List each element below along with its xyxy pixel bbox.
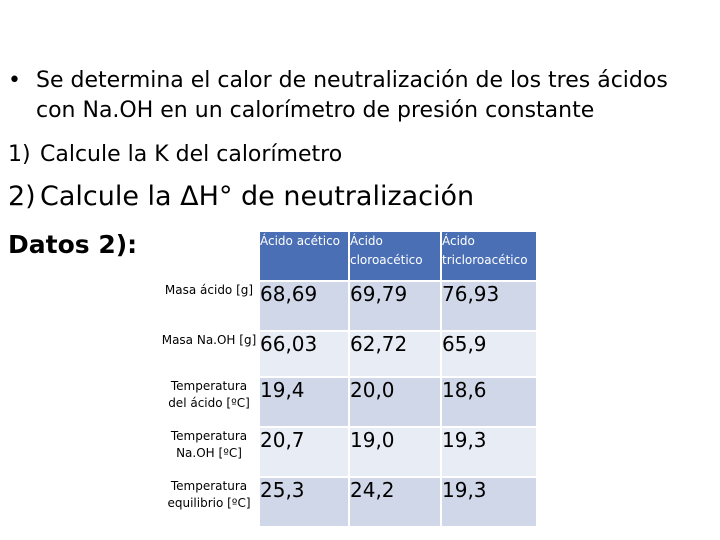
- table-row: [159, 377, 537, 427]
- table-cell: 19,3: [441, 477, 537, 527]
- table-row: [159, 281, 537, 331]
- data-table: [158, 230, 538, 528]
- table-row: [159, 477, 537, 527]
- table-row: [159, 331, 537, 377]
- row-header-masa-naoh: Masa Na.OH [g]: [159, 331, 259, 377]
- table-cell: 19,3: [441, 427, 537, 477]
- table-header-row: [159, 231, 537, 281]
- intro-text: Se determina el calor de neutralización de los tres ácidos con Na.OH en un calorímetro de presión constante: [36, 68, 668, 123]
- table-cell: 62,72: [349, 331, 441, 377]
- table-cell: 25,3: [259, 477, 349, 527]
- datos-label: Datos 2):: [8, 230, 138, 259]
- table-cell: 76,93: [441, 281, 537, 331]
- table-cell: 69,79: [349, 281, 441, 331]
- table-cell: 19,4: [259, 377, 349, 427]
- row-header-temp-acido: Temperatura del ácido [ºC]: [159, 377, 259, 427]
- table-cell: 65,9: [441, 331, 537, 377]
- table-cell: 20,7: [259, 427, 349, 477]
- bullet-symbol: •: [8, 68, 21, 93]
- question-2-text: Calcule la ΔH° de neutralización: [40, 181, 475, 212]
- table-cell: 18,6: [441, 377, 537, 427]
- table-cell: 24,2: [349, 477, 441, 527]
- row-header-temp-naoh: Temperatura Na.OH [ºC]: [159, 427, 259, 477]
- column-header-cloroacetico: Ácido cloroacético: [349, 231, 441, 281]
- table-row: [159, 427, 537, 477]
- table-cell: 68,69: [259, 281, 349, 331]
- intro-bullet: [8, 66, 708, 126]
- question-2-number: 2): [8, 181, 36, 212]
- table-cell: 19,0: [349, 427, 441, 477]
- column-header-tricloroacetico: Ácido tricloroacético: [441, 231, 537, 281]
- question-1: [8, 140, 342, 170]
- row-header-temp-equilibrio: Temperatura equilibrio [ºC]: [159, 477, 259, 527]
- table-cell: 20,0: [349, 377, 441, 427]
- question-2: [8, 180, 474, 214]
- question-1-number: 1): [8, 142, 31, 167]
- column-header-acetico: Ácido acético: [259, 231, 349, 281]
- table-corner-cell: [159, 231, 259, 281]
- row-header-masa-acido: Masa ácido [g]: [159, 281, 259, 331]
- table-cell: 66,03: [259, 331, 349, 377]
- question-1-text: Calcule la K del calorímetro: [40, 142, 343, 167]
